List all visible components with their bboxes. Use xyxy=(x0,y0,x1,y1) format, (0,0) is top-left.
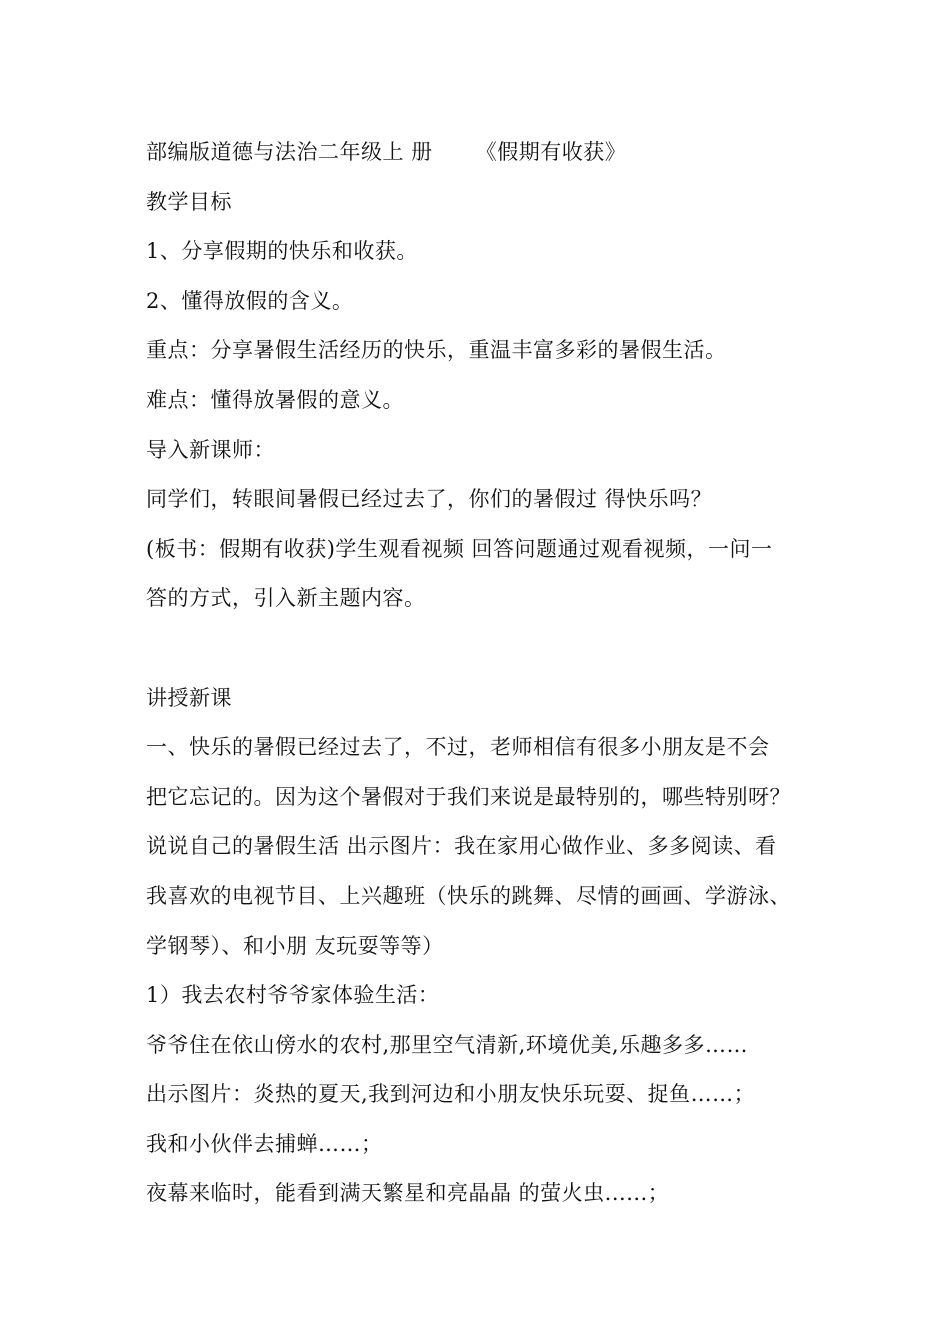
paragraph-line: 同学们，转眼间暑假已经过去了，你们的暑假过 得快乐吗？ xyxy=(146,487,713,512)
paragraph-line: 我和小伙伴去捕蝉……； xyxy=(146,1131,383,1156)
paragraph-line: 答的方式，引入新主题内容。 xyxy=(146,586,426,611)
paragraph-line: 一、快乐的暑假已经过去了，不过，老师相信有很多小朋友是不会 xyxy=(146,735,770,760)
blank-line xyxy=(146,624,846,674)
difficult-point: 难点：懂得放暑假的意义。 xyxy=(146,387,404,412)
objective-item: 2、懂得放假的含义。 xyxy=(146,288,354,313)
section-heading-objectives: 教学目标 xyxy=(146,189,232,214)
paragraph-line: 把它忘记的。因为这个暑假对于我们来说是最特别的，哪些特别呀？ xyxy=(146,784,791,809)
document-title: 部编版道德与法治二年级上 册 《假期有收获》 xyxy=(146,140,627,164)
paragraph-line: 学钢琴）、和小朋 友玩耍等等） xyxy=(146,933,444,958)
paragraph-line: 我喜欢的电视节目、上兴趣班（快乐的跳舞、尽情的画画、学游泳、 xyxy=(146,883,791,908)
key-point: 重点：分享暑假生活经历的快乐，重温丰富多彩的暑假生活。 xyxy=(146,338,727,363)
paragraph-line: (板书：假期有收获)学生观看视频 回答问题通过观看视频，一问一 xyxy=(146,536,773,561)
paragraph-line: 说说自己的暑假生活 出示图片：我在家用心做作业、多多阅读、看 xyxy=(146,834,777,859)
section-heading-new-lesson: 讲授新课 xyxy=(146,685,232,710)
section-heading-intro: 导入新课师： xyxy=(146,437,275,462)
paragraph-line: 出示图片：炎热的夏天,我到河边和小朋友快乐玩耍、捉鱼……； xyxy=(146,1082,756,1107)
subsection-heading: 1）我去农村爷爷家体验生活： xyxy=(146,983,440,1008)
objective-item: 1、分享假期的快乐和收获。 xyxy=(146,239,418,264)
paragraph-line: 夜幕来临时，能看到满天繁星和亮晶晶 的萤火虫......； xyxy=(146,1181,670,1206)
paragraph-line: 爷爷住在依山傍水的农村,那里空气清新,环境优美,乐趣多多…… xyxy=(146,1032,749,1057)
document-body xyxy=(146,128,846,1219)
